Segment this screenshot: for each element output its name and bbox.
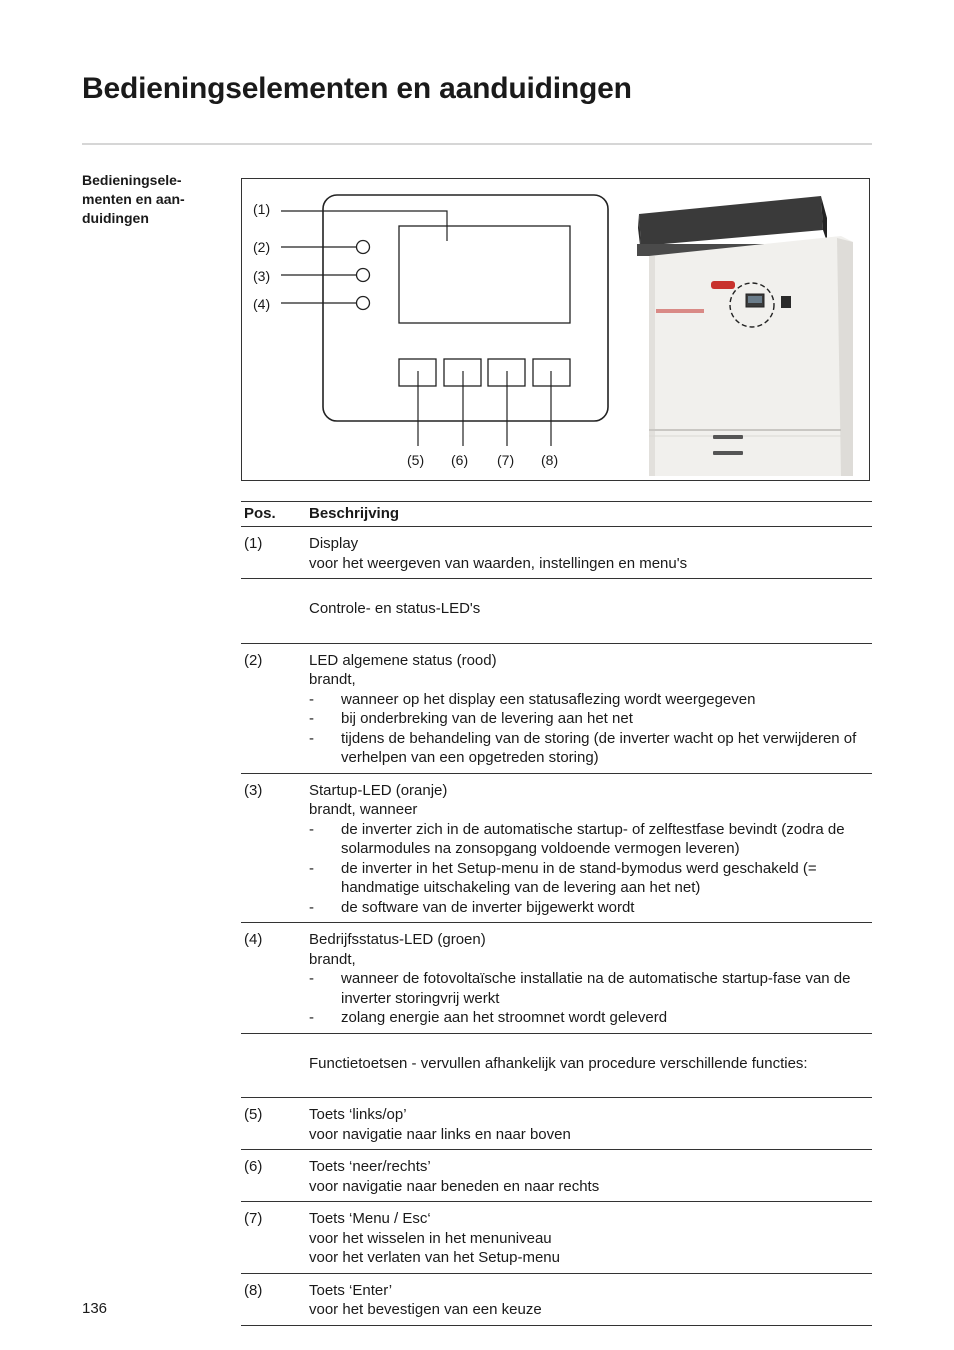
row-title: Toets ‘Menu / Esc‘	[309, 1210, 431, 1227]
bullet-item: - wanneer de fotovoltaïsche installatie na de automatische startup-fase van de inverter storingvrij werkt	[309, 970, 851, 1007]
row-text: voor het bevestigen van een keuze	[309, 1301, 542, 1318]
table-row-3	[241, 774, 872, 924]
led-startup	[357, 269, 370, 282]
title-divider	[82, 143, 872, 145]
section-row-keys	[241, 1034, 872, 1099]
bullet-item: - wanneer op het display een statusaflezing wordt weergegeven	[309, 690, 756, 708]
row-text: voor het verlaten van het Setup-menu	[309, 1249, 560, 1266]
row-text: brandt, wanneer	[309, 801, 418, 818]
bullet-item: - de inverter zich in de automatische startup- of zelftestfase bevindt (zodra de solarmodules na zonsopgang voldoende vermogen leveren)	[309, 820, 845, 857]
description-table	[241, 501, 872, 1326]
row-pos: (6)	[244, 1158, 263, 1175]
bullet-item: - tijdens de behandeling van de storing (de inverter wacht op het verwijderen of verhelpen van een opgetreden storing)	[309, 729, 857, 766]
table-row-2	[241, 644, 872, 774]
row-pos: (5)	[244, 1106, 263, 1123]
row-title: Startup-LED (oranje)	[309, 781, 448, 799]
row-description	[309, 1209, 872, 1268]
table-row-5	[241, 1098, 872, 1150]
row-text: voor het weergeven van waarden, instellingen en menu's	[309, 554, 688, 572]
row-title: Toets ‘links/op’	[309, 1106, 407, 1123]
bullet-item: - de software van de inverter bijgewerkt wordt	[309, 898, 635, 916]
led-operating-status	[357, 297, 370, 310]
row-pos: (7)	[244, 1210, 263, 1227]
section-row-leds	[241, 579, 872, 644]
row-description	[309, 930, 872, 1028]
callout-3: (3)	[253, 268, 271, 284]
page-title: Bedieningselementen en aanduidingen	[82, 72, 632, 105]
bullet-item: - bij onderbreking van de levering aan het net	[309, 710, 633, 727]
table-row-7	[241, 1202, 872, 1274]
table-row-4	[241, 923, 872, 1034]
row-pos: (8)	[244, 1281, 263, 1299]
section-heading: Functietoetsen - vervullen afhankelijk van procedure verschillende functies:	[309, 1054, 808, 1072]
row-text: brandt,	[309, 950, 356, 968]
row-pos: (4)	[244, 931, 263, 948]
row-text: brandt,	[309, 671, 356, 688]
row-description	[309, 534, 872, 573]
page-number: 136	[82, 1300, 108, 1317]
row-pos: (3)	[244, 781, 263, 799]
row-title: Bedrijfsstatus-LED (groen)	[309, 931, 486, 948]
row-description	[309, 1105, 872, 1144]
row-text: voor het wisselen in het menuniveau	[309, 1229, 552, 1247]
header-pos: Pos.	[244, 505, 276, 522]
section-heading: Controle- en status-LED's	[309, 600, 481, 617]
table-header	[241, 502, 872, 527]
table-row-8	[241, 1274, 872, 1326]
row-pos: (2)	[244, 651, 263, 669]
row-description	[309, 1281, 872, 1320]
brand-logo	[711, 281, 735, 289]
callout-4: (4)	[253, 296, 271, 312]
row-pos: (1)	[244, 535, 263, 552]
header-description: Beschrijving	[309, 505, 400, 522]
table-row-6	[241, 1150, 872, 1202]
callout-7: (7)	[497, 452, 515, 468]
row-title: LED algemene status (rood)	[309, 651, 497, 669]
callout-2: (2)	[253, 239, 271, 255]
callout-5: (5)	[407, 452, 425, 468]
figure-svg	[241, 178, 870, 481]
row-text: voor navigatie naar beneden en naar rechts	[309, 1177, 600, 1195]
callout-1: (1)	[253, 201, 271, 217]
row-description	[309, 651, 872, 768]
bullet-item: - zolang energie aan het stroomnet wordt geleverd	[309, 1009, 668, 1026]
callout-6: (6)	[451, 452, 469, 468]
row-description	[309, 1157, 872, 1196]
row-description	[309, 781, 872, 918]
row-title: Toets ‘Enter’	[309, 1281, 393, 1299]
row-title: Toets ‘neer/rechts’	[309, 1158, 431, 1175]
led-general-status	[357, 241, 370, 254]
bullet-item: - de inverter in het Setup-menu in de stand-bymodus werd geschakeld (= handmatige uitschakeling van de levering aan het net)	[309, 859, 817, 896]
table-row-1	[241, 527, 872, 579]
row-title: Display	[309, 535, 359, 552]
section-label: Bedieningsele- menten en aan- duidingen	[82, 172, 185, 226]
row-text: voor navigatie naar links en naar boven	[309, 1125, 571, 1143]
callout-8: (8)	[541, 452, 559, 468]
control-panel-figure	[241, 178, 870, 481]
